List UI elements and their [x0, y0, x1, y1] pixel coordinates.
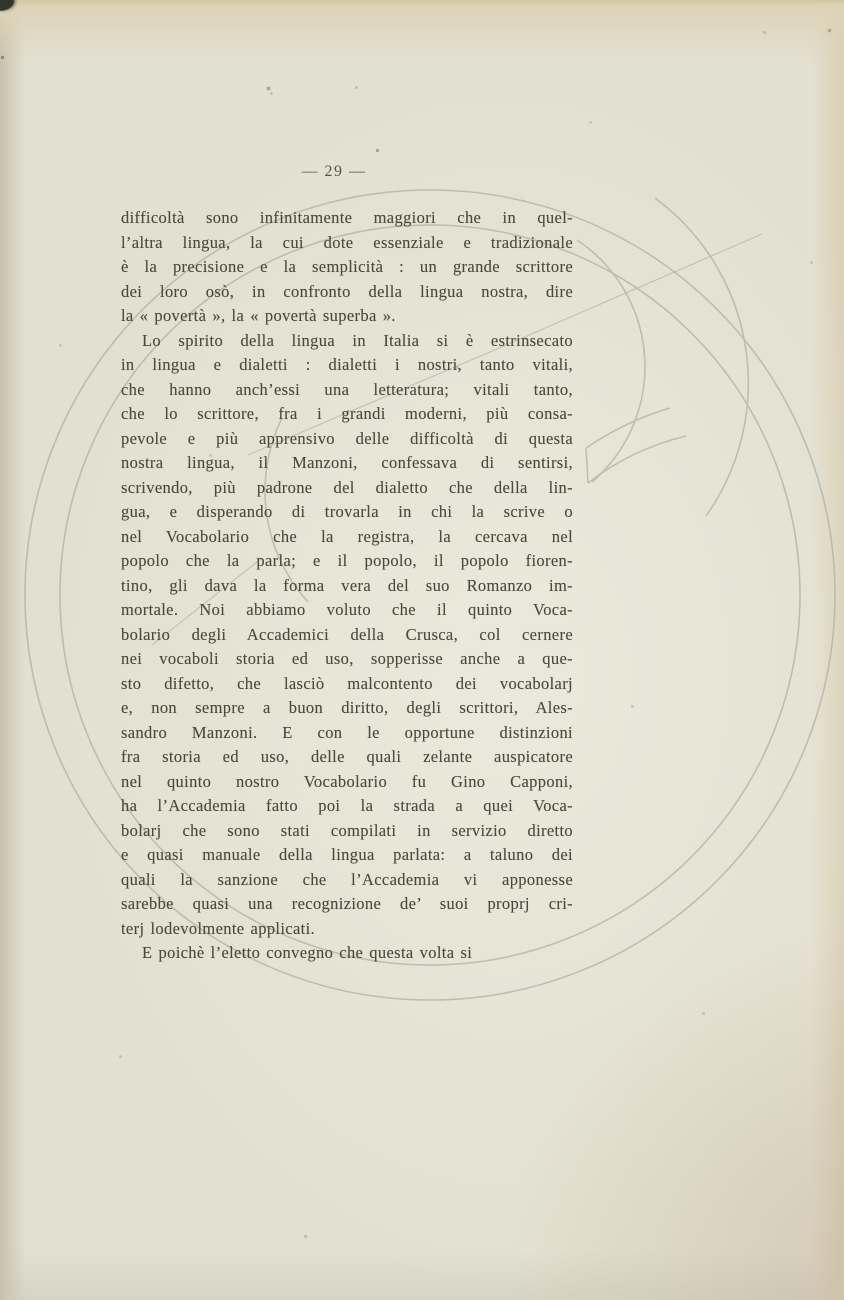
text-line: difficoltà sono infinitamente maggiori che in quel-	[121, 208, 573, 227]
text-line: fra storia ed uso, delle quali zelante auspicatore	[121, 747, 573, 766]
text-line: bolarj che sono stati compilati in servizio diretto	[121, 820, 573, 840]
text-line: e quasi manuale della lingua parlata: a taluno dei	[121, 845, 573, 864]
text-line: sandro Manzoni. E con le opportune distinzioni	[121, 722, 573, 742]
text-line: ha l’Accademia fatto poi la strada a quei Voca-	[121, 796, 573, 815]
text-line: che hanno anch’essi una letteratura; vitali tanto,	[121, 379, 573, 399]
text-line: tino, gli dava la forma vera del suo Romanzo im-	[121, 575, 573, 595]
scan-edge-mark	[0, 0, 16, 13]
text-line: è la precisione e la semplicità : un grande scrittore	[121, 257, 573, 276]
text-line: che lo scrittore, fra i grandi moderni, più consa-	[121, 404, 573, 423]
watermark-ribbon-cap	[586, 448, 588, 483]
watermark-arc-small-outer	[655, 198, 748, 516]
text-line: bolario degli Accademici della Crusca, col cernere	[121, 624, 573, 644]
text-line: in lingua e dialetti : dialetti i nostri, tanto vitali,	[121, 355, 573, 374]
text-line: la « povertà », la « povertà superba ».	[121, 306, 396, 325]
text-line: sto difetto, che lasciò malcontento dei vocabolarj	[121, 673, 573, 693]
text-line: Lo spirito della lingua in Italia si è estrinsecato	[142, 330, 573, 350]
text-line: l’altra lingua, la cui dote essenziale e tradizionale	[121, 232, 573, 252]
text-line: E poichè l’eletto convegno che questa volta si	[142, 943, 473, 962]
text-line: dei loro osò, in confronto della lingua nostra, dire	[121, 281, 573, 301]
watermark-ribbon-bottom	[588, 436, 686, 483]
text-line: nel Vocabolario che la registra, la cercava nel	[121, 526, 573, 546]
text-line: sarebbe quasi una recognizione de’ suoi proprj cri-	[121, 894, 573, 913]
page-text	[121, 206, 573, 966]
text-line: scrivendo, più padrone del dialetto che della lin-	[121, 477, 573, 497]
page-number: — 29 —	[301, 163, 367, 180]
text-line: popolo che la parla; e il popolo, il popolo fioren-	[121, 551, 573, 570]
text-line: e, non sempre a buon diritto, degli scrittori, Ales-	[121, 698, 573, 717]
text-line: mortale. Noi abbiamo voluto che il quinto Voca-	[121, 600, 573, 619]
text-line: nel quinto nostro Vocabolario fu Gino Capponi,	[121, 771, 573, 791]
text-line: nostra lingua, il Manzoni, confessava di sentirsi,	[121, 453, 573, 472]
watermark-arc-small-inner	[577, 240, 645, 482]
text-line: pevole e più apprensivo delle difficoltà di questa	[121, 428, 573, 448]
text-line: nei vocaboli storia ed uso, sopperisse anche a que-	[121, 649, 573, 668]
text-line: gua, e disperando di trovarla in chi la scrive o	[121, 502, 573, 521]
watermark-ribbon-top	[586, 408, 670, 448]
text-line: terj lodevolmente applicati.	[121, 918, 315, 938]
text-line: quali la sanzione che l’Accademia vi apponesse	[121, 869, 573, 889]
